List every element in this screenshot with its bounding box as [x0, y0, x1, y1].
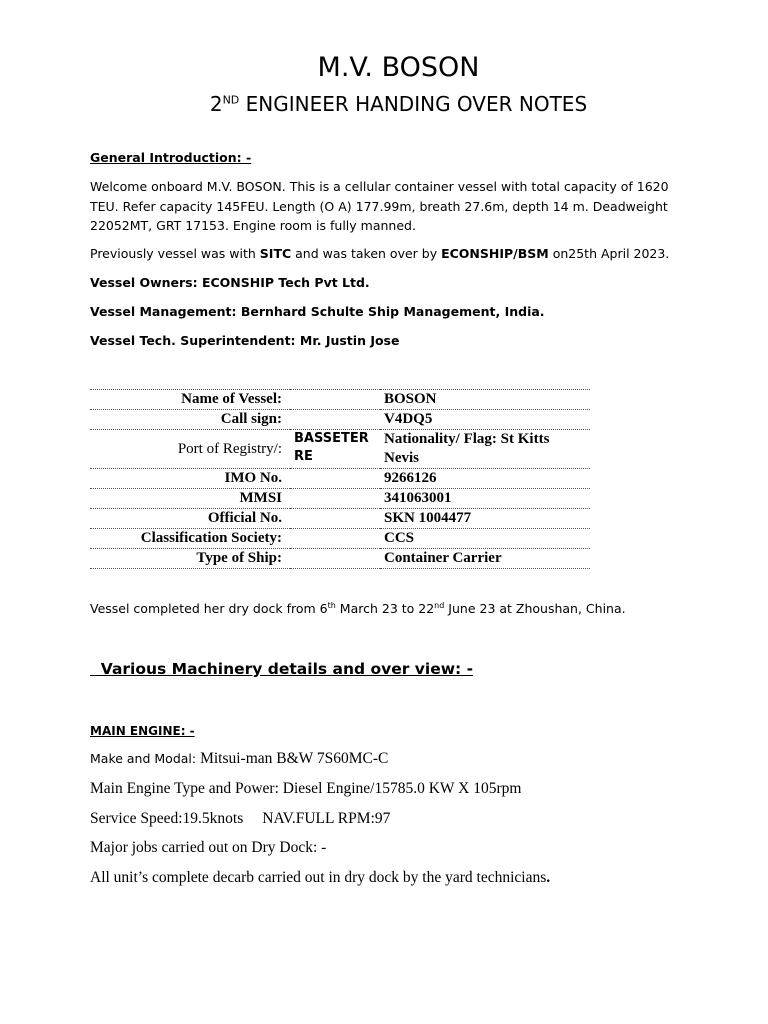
make-label: Make and Modal: — [90, 751, 201, 766]
decarb-text: All unit’s complete decarb carried out in dry dock by the yard technicians — [90, 869, 547, 886]
vessel-superintendent: Vessel Tech. Superintendent: Mr. Justin Jose — [90, 333, 400, 348]
table-row — [90, 549, 590, 569]
table-row — [90, 529, 590, 549]
row-label: Classification Society: — [90, 529, 290, 549]
row-label: IMO No. — [90, 469, 290, 489]
table-row — [90, 430, 590, 469]
nav-full-rpm: NAV.FULL RPM:97 — [262, 810, 391, 827]
drydock-text-1: Vessel completed her dry dock from 6 — [90, 601, 328, 616]
drydock-text-3: June 23 at Zhoushan, China. — [444, 601, 626, 616]
row-mid — [290, 489, 380, 509]
row-value: Nationality/ Flag: St Kitts Nevis — [380, 430, 590, 469]
row-mid — [290, 549, 380, 569]
service-speed: Service Speed:19.5knots — [90, 810, 244, 827]
document-title: M.V. BOSON — [317, 52, 480, 83]
intro-heading: General Introduction: - — [90, 150, 252, 165]
row-value: 9266126 — [380, 469, 590, 489]
prev-text-1: Previously vessel was with — [90, 246, 260, 261]
table-row — [90, 489, 590, 509]
row-mid — [290, 410, 380, 430]
prev-sitc: SITC — [259, 246, 292, 261]
prev-econship: ECONSHIP/BSM — [441, 246, 549, 261]
row-value: Container Carrier — [380, 549, 590, 569]
drydock-text-2: March 23 to 22 — [335, 601, 435, 616]
vessel-owners: Vessel Owners: ECONSHIP Tech Pvt Ltd. — [90, 275, 370, 290]
main-engine-major-jobs: Major jobs carried out on Dry Dock: - — [90, 839, 327, 856]
vessel-particulars-table — [90, 389, 590, 569]
row-mid — [290, 509, 380, 529]
row-mid — [290, 390, 380, 410]
row-label: Type of Ship: — [90, 549, 290, 569]
row-label: MMSI — [90, 489, 290, 509]
row-value: 341063001 — [380, 489, 590, 509]
main-engine-decarb — [90, 868, 680, 888]
row-mid — [290, 529, 380, 549]
document-subtitle — [0, 92, 768, 116]
main-engine-type-power: Main Engine Type and Power: Diesel Engine/15785.0 KW X 105rpm — [90, 780, 522, 797]
decarb-period: . — [546, 869, 551, 886]
main-engine-speed — [90, 809, 680, 829]
row-label: Official No. — [90, 509, 290, 529]
drydock-sup-1: th — [327, 600, 336, 610]
intro-welcome: Welcome onboard M.V. BOSON. This is a cellular container vessel with total capacity of 1620 TEU. Refer capacity 145FEU. Length (O A) 177.99m, breath 27.6m, depth 14 m. Deadweight 22052MT, GRT 17153. Engine room is fully manned. — [90, 179, 669, 233]
row-mid: BASSETERRE — [290, 430, 380, 469]
intro-previous — [90, 244, 680, 264]
machinery-heading: Various Machinery details and over view: - — [90, 660, 474, 678]
table-row — [90, 509, 590, 529]
row-label: Name of Vessel: — [90, 390, 290, 410]
drydock-sup-2: nd — [434, 600, 445, 610]
vessel-management: Vessel Management: Bernhard Schulte Ship Management, India. — [90, 304, 545, 319]
table-row — [90, 390, 590, 410]
prev-text-2: and was taken over by — [291, 246, 442, 261]
subtitle-prefix: 2 — [209, 92, 223, 116]
row-label: Call sign: — [90, 410, 290, 430]
make-value: Mitsui-man B&W 7S60MC-C — [200, 750, 389, 767]
subtitle-superscript: ND — [222, 93, 240, 107]
main-engine-heading: MAIN ENGINE: - — [90, 724, 195, 738]
row-value: CCS — [380, 529, 590, 549]
table-row — [90, 410, 590, 430]
row-value: SKN 1004477 — [380, 509, 590, 529]
prev-text-3: on25th April 2023. — [548, 246, 670, 261]
subtitle-rest: ENGINEER HANDING OVER NOTES — [239, 92, 588, 116]
table-row — [90, 469, 590, 489]
main-engine-make — [90, 749, 680, 769]
row-value: BOSON — [380, 390, 590, 410]
row-value: V4DQ5 — [380, 410, 590, 430]
drydock-note — [90, 599, 680, 619]
row-mid — [290, 469, 380, 489]
row-label: Port of Registry/: — [90, 430, 290, 469]
